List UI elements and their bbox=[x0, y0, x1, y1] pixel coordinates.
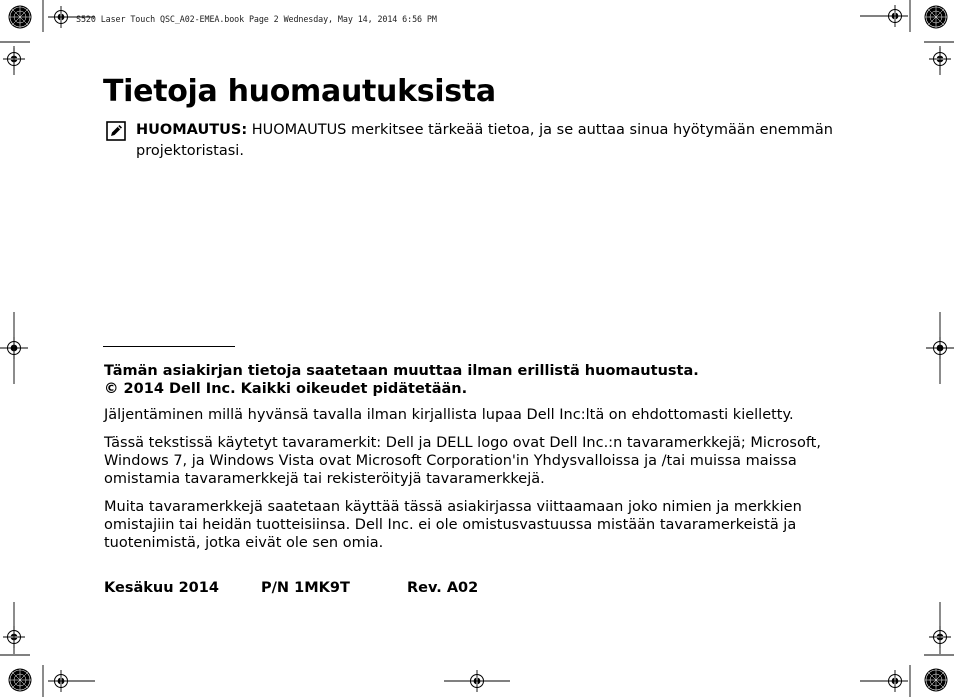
page-title: Tietoja huomautuksista bbox=[103, 74, 496, 109]
note-text: HUOMAUTUS merkitsee tärkeää tietoa, ja se auttaa sinua hyötymään enemmän projektoristasi. bbox=[136, 122, 833, 159]
other-trademarks-paragraph: Muita tavaramerkkejä saatetaan käyttää tässä asiakirjassa viittaamaan joko nimien ja merkkien omistajiin tai heidän tuotteisiinsa. Dell Inc. ei ole omistusvastuussa mistään tavaramerkeistä ja tuotenimistä, jotka eivät ole sen omia. bbox=[104, 499, 802, 551]
book-slug-line: S520 Laser Touch QSC_A02-EMEA.book Page 2 Wednesday, May 14, 2014 6:56 PM bbox=[76, 14, 437, 24]
footer-revision: Rev. A02 bbox=[407, 580, 479, 596]
trademarks-paragraph: Tässä tekstissä käytetyt tavaramerkit: Dell ja DELL logo ovat Dell Inc.:n tavaramerkkejä; Microsoft, Windows 7, ja Windows Vista ovat Microsoft Corporation'in Yhdysvalloissa ja /tai muissa maissa omistamia tavaramerkkejä tai rekisteröityjä tavaramerkkejä. bbox=[104, 435, 821, 487]
footer-part-number: P/N 1MK9T bbox=[261, 580, 350, 596]
notice-line: Tämän asiakirjan tietoja saatetaan muuttaa ilman erillistä huomautusta. bbox=[104, 363, 699, 379]
legal-section bbox=[104, 362, 864, 562]
copyright-line: © 2014 Dell Inc. Kaikki oikeudet pidätetään. bbox=[104, 381, 468, 397]
footer-date: Kesäkuu 2014 bbox=[104, 580, 219, 596]
reproduction-paragraph: Jäljentäminen millä hyvänsä tavalla ilman kirjallista lupaa Dell Inc:ltä on ehdottomasti kielletty. bbox=[104, 407, 794, 423]
publication-footer bbox=[104, 580, 478, 596]
note-block bbox=[136, 120, 836, 162]
pencil-note-icon bbox=[106, 121, 126, 141]
note-label: HUOMAUTUS: bbox=[136, 122, 248, 138]
separator-rule bbox=[103, 346, 235, 347]
